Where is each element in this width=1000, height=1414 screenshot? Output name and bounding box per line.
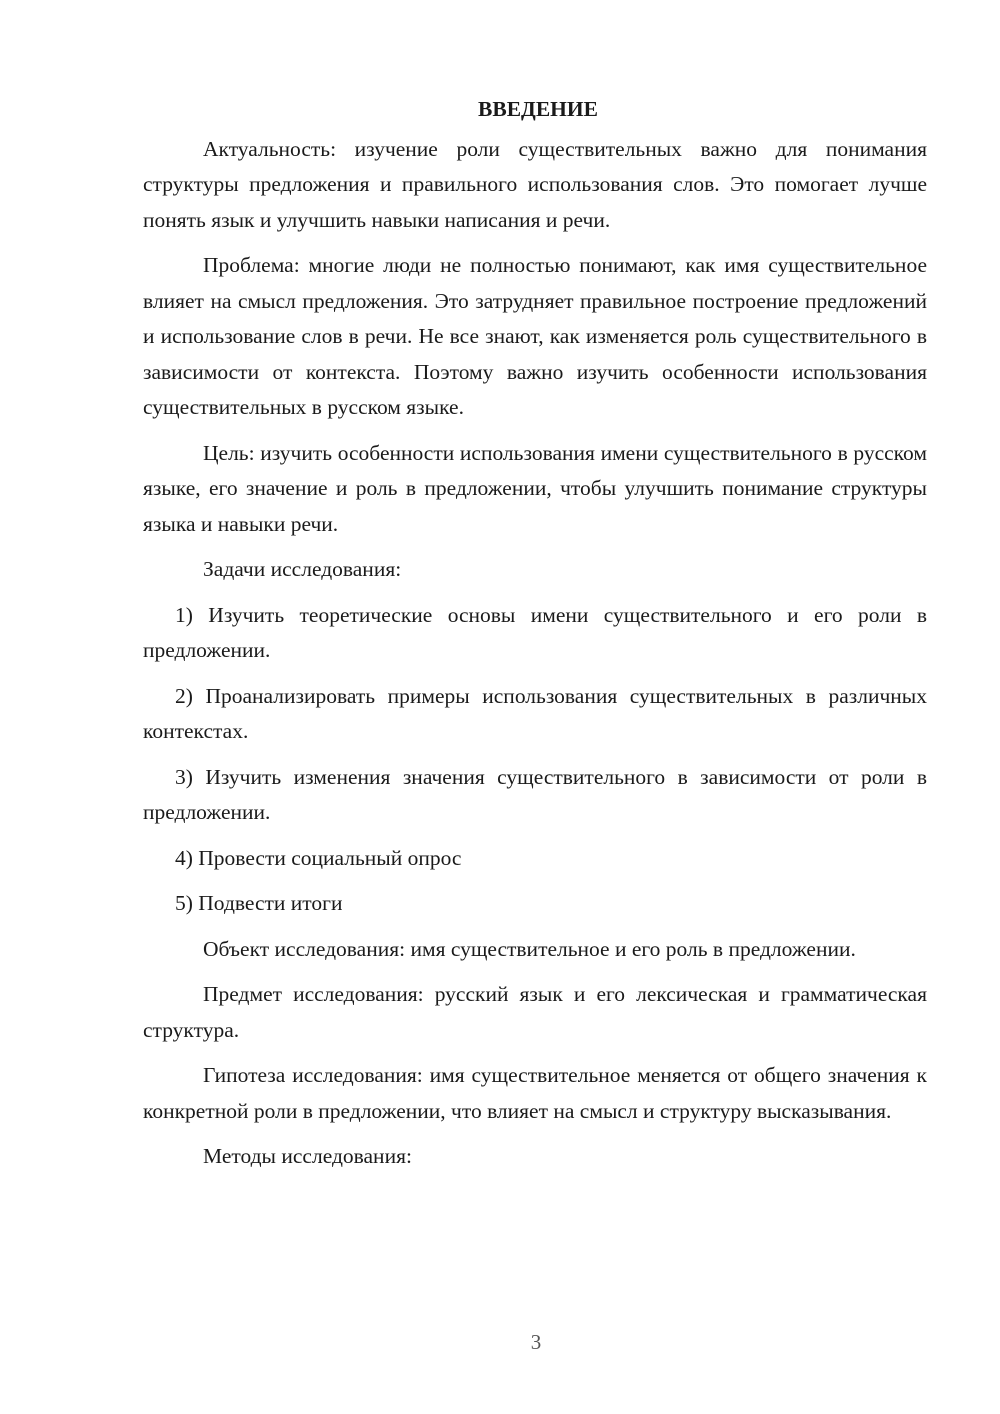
paragraph-problem: Проблема: многие люди не полностью понимают, как имя существительное влияет на смысл предложения. Это затрудняет правильное построение предложений и использование слов в речи. Не все знают, как изменяется роль существительного в зависимости от контекста. Поэтому важно изучить особенности использования существительных в русском языке.	[143, 253, 927, 419]
paragraph-subject: Предмет исследования: русский язык и его лексическая и грамматическая структура.	[143, 982, 927, 1042]
tasks-heading: Задачи исследования:	[203, 557, 402, 581]
list-item: 1) Изучить теоретические основы имени существительного и его роли в предложении.	[143, 602, 927, 662]
list-item: 3) Изучить изменения значения существительного в зависимости от роли в предложении.	[143, 764, 927, 824]
paragraph-relevance: Актуальность: изучение роли существительных важно для понимания структуры предложения и правильного использования слов. Это помогает лучше понять язык и улучшить навыки написания и речи.	[143, 136, 927, 232]
paragraph-methods: Методы исследования:	[203, 1144, 412, 1168]
page-number: 3	[530, 1330, 542, 1354]
paragraph-goal: Цель: изучить особенности использования имени существительного в русском языке, его значение и роль в предложении, чтобы улучшить понимание структуры языка и навыки речи.	[143, 440, 927, 536]
tasks-list	[143, 598, 927, 922]
document-body	[143, 92, 927, 1185]
paragraph-object: Объект исследования: имя существительное и его роль в предложении.	[203, 936, 856, 961]
list-item: 4) Провести социальный опрос	[175, 845, 462, 870]
paragraph-hypothesis: Гипотеза исследования: имя существительное меняется от общего значения к конкретной роли в предложении, что влияет на смысл и структуру высказывания.	[143, 1063, 927, 1123]
list-item: 2) Проанализировать примеры использования существительных в различных контекстах.	[143, 683, 927, 743]
list-item: 5) Подвести итоги	[175, 891, 343, 915]
page-title: ВВЕДЕНИЕ	[478, 97, 598, 121]
